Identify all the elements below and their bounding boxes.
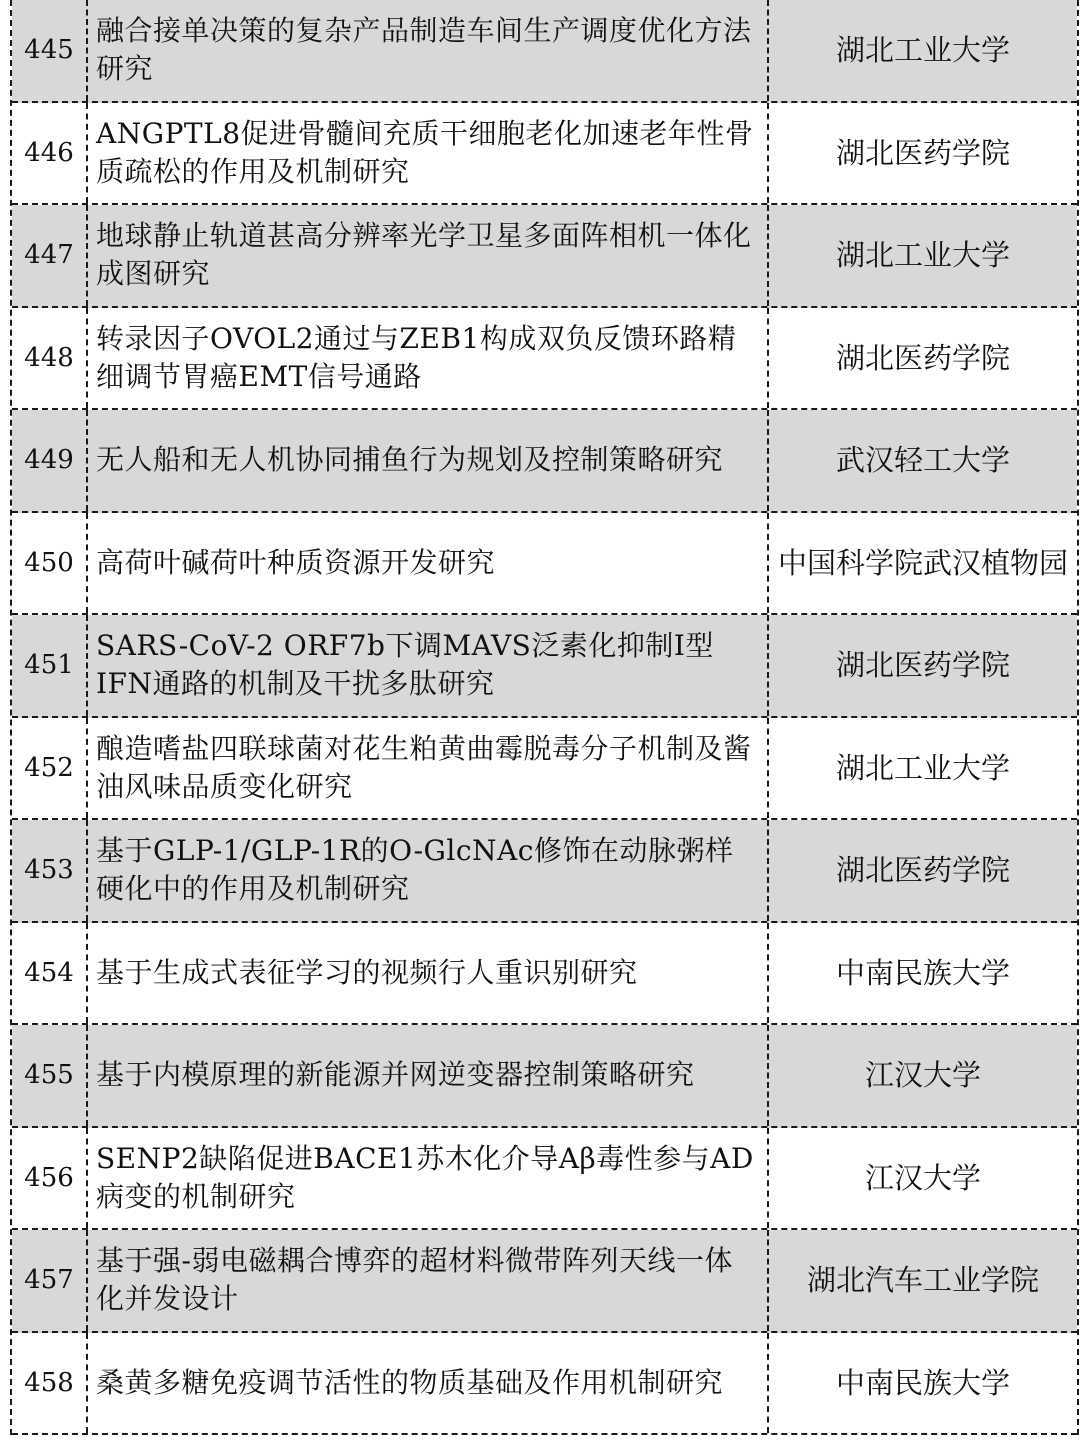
row-number: 449	[12, 410, 88, 511]
project-title: 高荷叶碱荷叶种质资源开发研究	[88, 513, 769, 614]
row-number: 451	[12, 615, 88, 716]
institution: 湖北医药学院	[835, 648, 1010, 683]
project-table	[10, 0, 1079, 1435]
institution: 中南民族大学	[835, 955, 1010, 990]
table-row	[12, 103, 1077, 206]
project-title: SENP2缺陷促进BACE1苏木化介导Aβ毒性参与AD病变的机制研究	[88, 1128, 769, 1229]
row-number: 448	[12, 308, 88, 409]
row-number: 450	[12, 513, 88, 614]
row-number: 454	[12, 923, 88, 1024]
project-title: SARS-CoV-2 ORF7b下调MAVS泛素化抑制I型IFN通路的机制及干扰多肽研究	[88, 615, 769, 716]
table-row	[12, 820, 1077, 923]
project-title: 基于强-弱电磁耦合博弈的超材料微带阵列天线一体化并发设计	[88, 1230, 769, 1331]
table-row	[12, 308, 1077, 411]
institution: 江汉大学	[864, 1160, 981, 1195]
institution: 武汉轻工大学	[835, 443, 1010, 478]
table-row	[12, 410, 1077, 513]
table-row	[12, 1333, 1077, 1436]
row-number: 455	[12, 1025, 88, 1126]
institution: 湖北医药学院	[835, 853, 1010, 888]
institution: 中国科学院武汉植物园	[777, 545, 1068, 580]
project-title: 基于GLP-1/GLP-1R的O-GlcNAc修饰在动脉粥样硬化中的作用及机制研究	[88, 820, 769, 921]
table-row	[12, 1230, 1077, 1333]
project-title: 酿造嗜盐四联球菌对花生粕黄曲霉脱毒分子机制及酱油风味品质变化研究	[88, 718, 769, 819]
row-number: 445	[12, 0, 88, 101]
row-number: 453	[12, 820, 88, 921]
institution: 湖北工业大学	[835, 238, 1010, 273]
table-row	[12, 1025, 1077, 1128]
table-row	[12, 718, 1077, 821]
project-title: 无人船和无人机协同捕鱼行为规划及控制策略研究	[88, 410, 769, 511]
institution: 湖北医药学院	[835, 135, 1010, 170]
table-row	[12, 0, 1077, 103]
project-title: 转录因子OVOL2通过与ZEB1构成双负反馈环路精细调节胃癌EMT信号通路	[88, 308, 769, 409]
table-row	[12, 1128, 1077, 1231]
project-title: 桑黄多糖免疫调节活性的物质基础及作用机制研究	[88, 1333, 769, 1434]
row-number: 452	[12, 718, 88, 819]
institution: 中南民族大学	[835, 1365, 1010, 1400]
row-number: 456	[12, 1128, 88, 1229]
institution: 湖北工业大学	[835, 33, 1010, 68]
institution: 湖北工业大学	[835, 750, 1010, 785]
table-row	[12, 615, 1077, 718]
table-row	[12, 513, 1077, 616]
row-number: 457	[12, 1230, 88, 1331]
project-title: ANGPTL8促进骨髓间充质干细胞老化加速老年性骨质疏松的作用及机制研究	[88, 103, 769, 204]
project-title: 基于生成式表征学习的视频行人重识别研究	[88, 923, 769, 1024]
institution: 湖北医药学院	[835, 340, 1010, 375]
project-title: 地球静止轨道甚高分辨率光学卫星多面阵相机一体化成图研究	[88, 205, 769, 306]
table-row	[12, 205, 1077, 308]
project-title: 融合接单决策的复杂产品制造车间生产调度优化方法研究	[88, 0, 769, 101]
project-title: 基于内模原理的新能源并网逆变器控制策略研究	[88, 1025, 769, 1126]
table-row	[12, 923, 1077, 1026]
row-number: 458	[12, 1333, 88, 1434]
institution: 湖北汽车工业学院	[806, 1263, 1039, 1298]
row-number: 447	[12, 205, 88, 306]
row-number: 446	[12, 103, 88, 204]
institution: 江汉大学	[864, 1058, 981, 1093]
